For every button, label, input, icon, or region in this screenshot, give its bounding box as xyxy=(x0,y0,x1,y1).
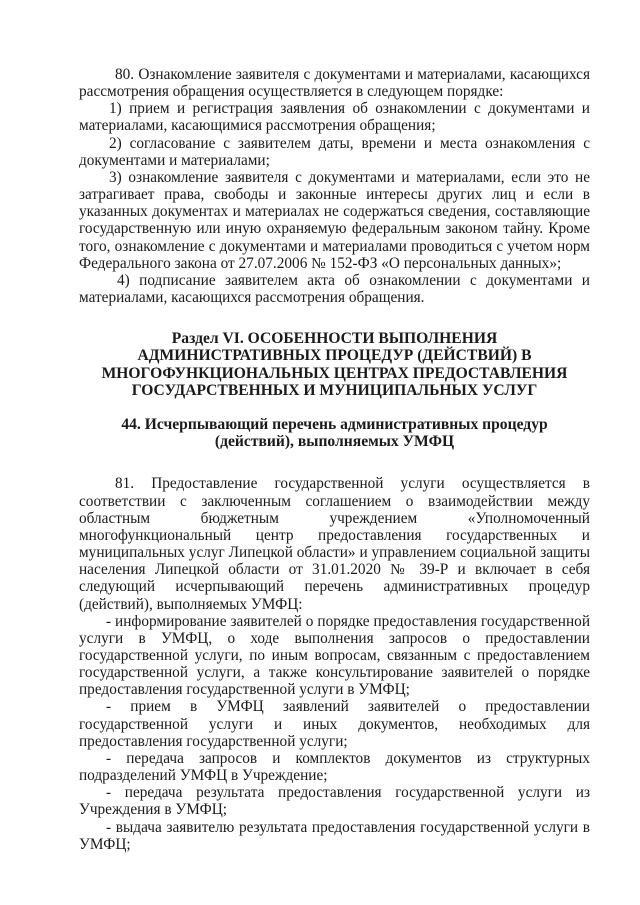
subsection-heading-line: 44. Исчерпывающий перечень административных процедур xyxy=(121,416,548,433)
list-item: - выдача заявителю результата предоставления государственной услуги в УМФЦ; xyxy=(79,818,590,853)
section-heading-line: МНОГОФУНКЦИОНАЛЬНЫХ ЦЕНТРАХ ПРЕДОСТАВЛЕНИЯ xyxy=(101,364,568,382)
paragraph-80-item-2: 2) согласование с заявителем даты, времени и места ознакомления с документами и материалами; xyxy=(79,134,590,169)
section-heading xyxy=(79,330,590,399)
paragraph-80-item-4: 4) подписание заявителем акта об ознакомлении с документами и материалами, касающихся рассмотрения обращения. xyxy=(79,271,590,307)
subsection-heading xyxy=(79,416,590,450)
paragraph-80-item-3: 3) ознакомление заявителя с документами и материалами, если это не затрагивает права, свободы и законные интересы других лиц и если в указанных документах и материалах не содержаться сведения, составляющие государственную или иную охраняемую федеральным законом тайну. Кроме того, ознакомление с документами и материалами проводиться с учетом норм Федерального закона от 27.07.2006 № 152-ФЗ «О персональных данных»; xyxy=(79,168,590,272)
paragraph-80-item-1: 1) прием и регистрация заявления об ознакомлении с документами и материалами, касающимися рассмотрения обращения; xyxy=(79,100,590,135)
section-heading-line: ГОСУДАРСТВЕННЫХ И МУНИЦИПАЛЬНЫХ УСЛУГ xyxy=(131,381,538,399)
spacer xyxy=(79,450,590,475)
list-item: - информирование заявителей о порядке предоставления государственной услуги в УМФЦ, о ходе выполнения запросов о предоставлении государственной услуги, по иным вопросам, связанным с предоставлением государственной услуги, а также консультирование заявителей о порядке предоставления государственной услуги в УМФЦ; xyxy=(79,612,590,699)
list-item: - прием в УМФЦ заявлений заявителей о предоставлении государственной услуги и иных документов, необходимых для предоставления государственной услуги; xyxy=(79,698,590,750)
list-item: - передача результата предоставления государственной услуги из Учреждения в УМФЦ; xyxy=(79,784,590,819)
paragraph-80: 80. Ознакомление заявителя с документами и материалами, касающихся рассмотрения обращения осуществляется в следующем порядке: xyxy=(79,66,590,101)
paragraph-81: 81. Предоставление государственной услуги осуществляется в соответствии с заключенным соглашением о взаимодействии между областным бюджетным учреждением «Уполномоченный многофункциональный центр предоставления государственных и муниципальных услуг Липецкой области» и управлением социальной защиты населения Липецкой области от 31.01.2020 № 39-Р и включает в себя следующий исчерпывающий перечень административных процедур (действий), выполняемых УМФЦ: xyxy=(79,475,590,613)
section-heading-line: АДМИНИСТРАТИВНЫХ ПРОЦЕДУР (ДЕЙСТВИЙ) В xyxy=(137,347,532,365)
section-heading-line: Раздел VI. ОСОБЕННОСТИ ВЫПОЛНЕНИЯ xyxy=(171,330,498,348)
list-item: - передача запросов и комплектов документов из структурных подразделений УМФЦ в Учреждение; xyxy=(79,749,590,785)
spacer xyxy=(79,399,590,416)
subsection-heading-line: (действий), выполняемых УМФЦ xyxy=(214,433,455,451)
spacer xyxy=(79,306,590,330)
document-page xyxy=(79,66,590,853)
